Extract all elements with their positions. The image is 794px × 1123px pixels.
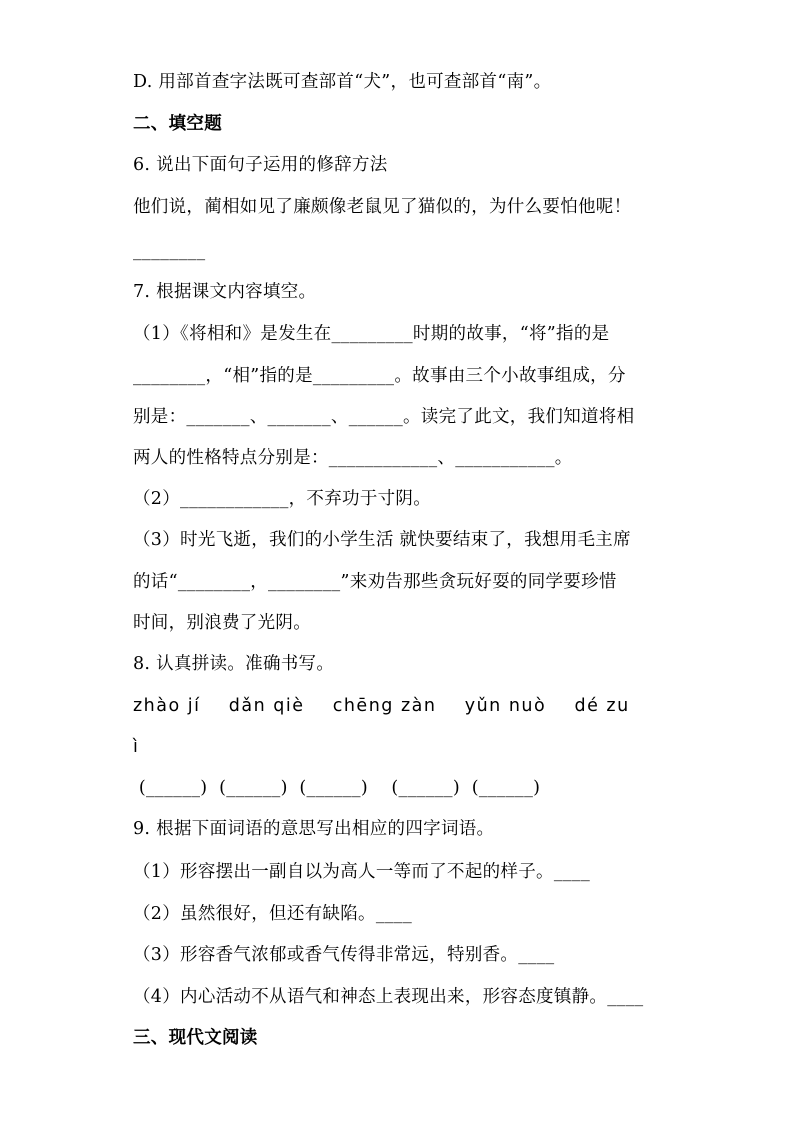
question-7-part-1-line-3: 别是：_______、_______、______。读完了此文，我们知道将相 [133, 407, 635, 427]
question-9-item-4: （4）内心活动不从语气和神态上表现出来，形容态度镇静。____ [133, 987, 644, 1007]
section-heading-fill-blank: 二、填空题 [133, 114, 222, 134]
question-7-part-1-line-2: ________，“相”指的是_________。故事由三个小故事组成，分 [133, 366, 626, 386]
question-8-title: 8. 认真拼读。准确书写。 [133, 654, 335, 674]
section-heading-modern-reading: 三、现代文阅读 [133, 1028, 258, 1048]
question-8-answer-brackets: (______) (______) (______) (______) (______) [133, 778, 541, 798]
question-7-title: 7. 根据课文内容填空。 [133, 282, 317, 302]
question-6-answer-blank: ________ [133, 241, 206, 261]
question-8-pinyin-line-2: ì [133, 737, 140, 757]
question-7-part-2: （2）____________，不弃功于寸阴。 [133, 489, 432, 509]
question-9-item-1: （1）形容摆出一副自以为高人一等而了不起的样子。____ [133, 862, 591, 882]
question-7-part-3-line-1: （3）时光飞逝，我们的小学生活 就快要结束了，我想用毛主席 [133, 530, 631, 550]
question-7-part-1-line-1: （1）《将相和》是发生在_________时期的故事，“将”指的是 [133, 324, 610, 344]
question-6-title: 6. 说出下面句子运用的修辞方法 [133, 155, 388, 175]
question-7-part-1-line-4: 两人的性格特点分别是：____________、___________。 [133, 448, 573, 468]
question-9-title: 9. 根据下面词语的意思写出相应的四字词语。 [133, 819, 495, 839]
question-8-pinyin-line-1: zhào jí dǎn qiè chēng zàn yǔn nuò dé zu [133, 696, 630, 716]
question-7-part-3-line-3: 时间，别浪费了光阴。 [133, 613, 311, 633]
option-d-line: D. 用部首查字法既可查部首“犬”，也可查部首“南”。 [133, 72, 552, 92]
question-7-part-3-line-2: 的话“________，________”来劝告那些贪玩好耍的同学要珍惜 [133, 572, 617, 592]
question-6-sentence: 他们说，蔺相如见了廉颇像老鼠见了猫似的，为什么要怕他呢！ [133, 197, 632, 217]
question-9-item-3: （3）形容香气浓郁或香气传得非常远，特别香。____ [133, 945, 555, 965]
question-9-item-2: （2）虽然很好，但还有缺陷。____ [133, 904, 413, 924]
